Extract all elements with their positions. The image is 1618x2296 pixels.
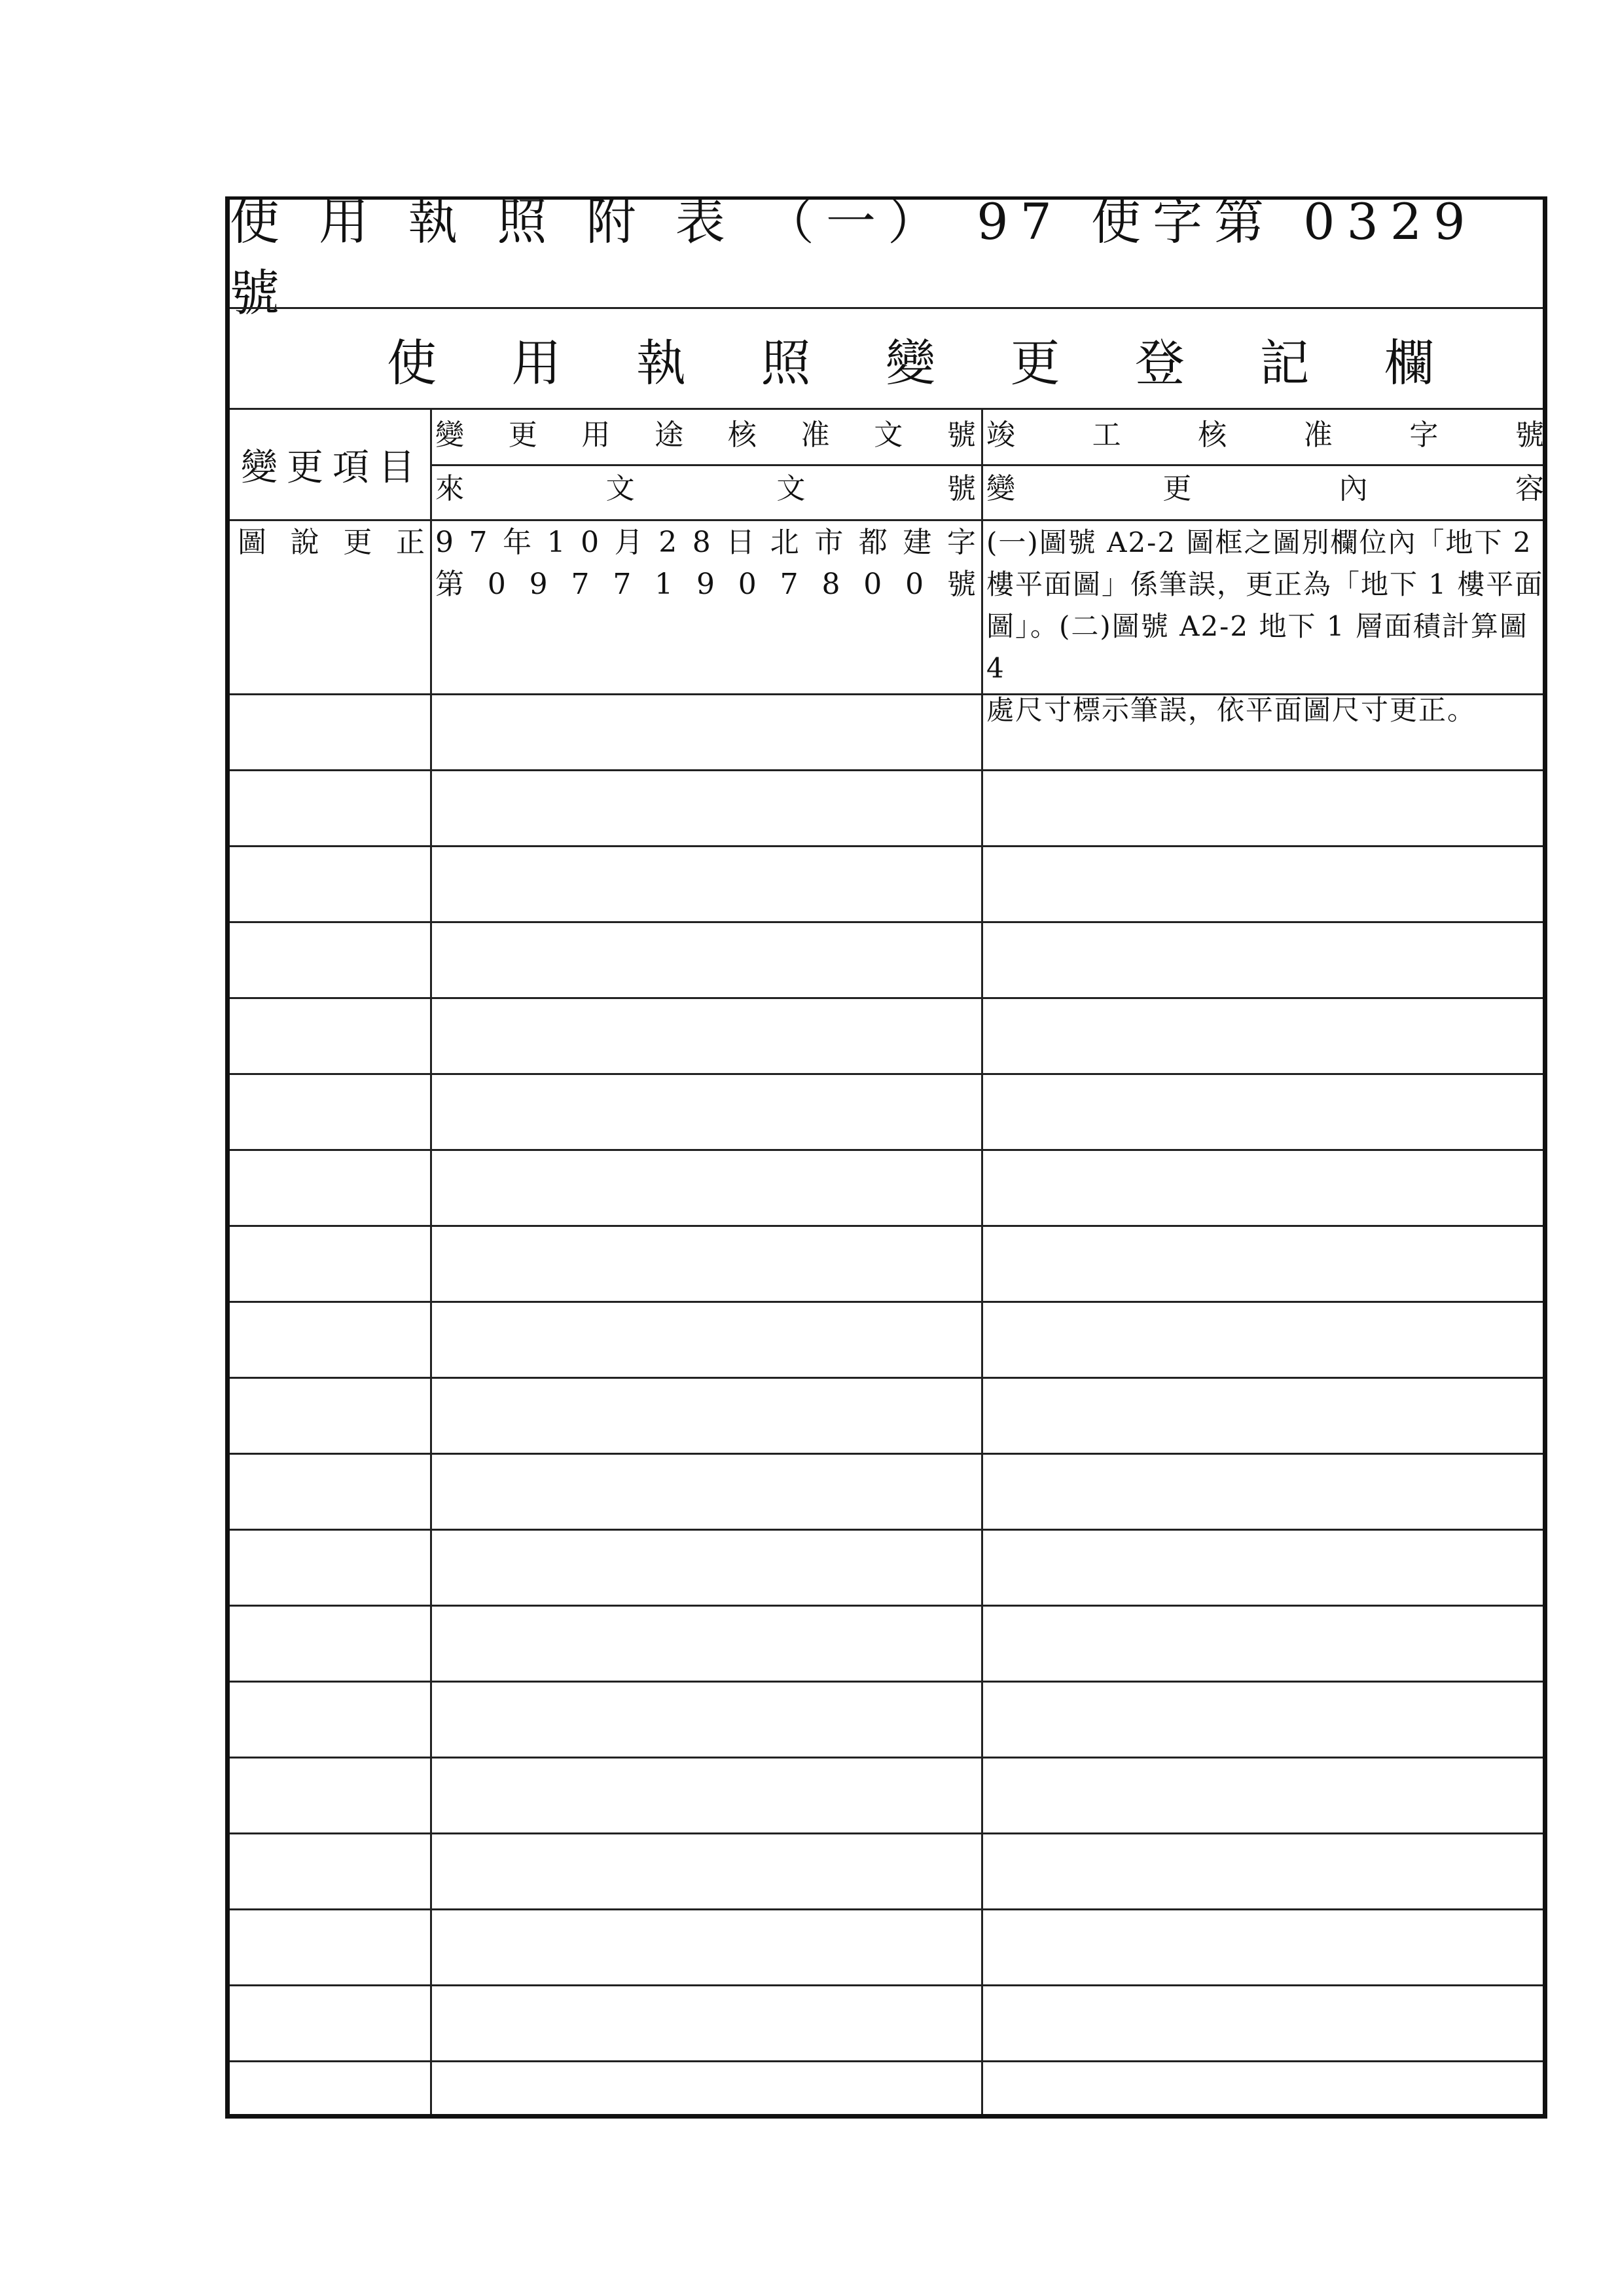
header-char: 更	[508, 418, 537, 452]
entry-char: 第	[435, 568, 464, 601]
header-char: 竣	[986, 418, 1015, 452]
header-char: 號	[946, 418, 976, 452]
entry-char: 2	[658, 526, 677, 559]
entry-char: 號	[946, 568, 976, 601]
row-divider	[230, 1149, 1543, 1151]
entry-char: 日	[726, 526, 755, 559]
header-approval-doc-no	[435, 414, 976, 456]
header-char: 核	[727, 418, 757, 452]
entry-char: 更	[343, 526, 372, 559]
content-line: 樓平面圖」係筆誤，更正為「地下 1 樓平面	[986, 568, 1544, 600]
entry-char: 說	[290, 526, 319, 559]
entry-char: 0	[905, 568, 924, 601]
header-char: 更	[1162, 472, 1192, 505]
header-change-content	[986, 468, 1544, 510]
entry-char: 年	[503, 526, 532, 559]
header-completion-no	[986, 414, 1544, 456]
header-char: 用	[581, 418, 611, 452]
entry-char: 0	[863, 568, 882, 601]
entry-char: 1	[547, 526, 566, 559]
header-char: 號	[1515, 418, 1544, 452]
section-title-char: 用	[511, 334, 562, 392]
entry-char: 9	[529, 568, 548, 601]
entry-char: 9	[435, 526, 454, 559]
header-char: 准	[800, 418, 830, 452]
row-divider	[230, 1908, 1543, 1910]
section-title-char: 欄	[1384, 334, 1434, 392]
header-char: 變	[435, 418, 464, 452]
entry-char: 7	[469, 526, 488, 559]
header-char: 文	[605, 472, 635, 505]
header-source-doc-no	[435, 468, 976, 510]
header-char: 途	[655, 418, 684, 452]
entry-char: 圖	[238, 526, 266, 559]
entry-char: 0	[581, 526, 600, 559]
entry-char: 0	[487, 568, 506, 601]
entry-char: 字	[946, 526, 976, 559]
entry-doc-number	[435, 522, 976, 606]
section-title-char: 執	[636, 334, 686, 392]
header-bottom-divider	[230, 519, 1543, 521]
section-title	[230, 309, 1543, 409]
row-divider	[230, 1453, 1543, 1455]
header-change-item: 變更項目	[241, 446, 424, 489]
entry-char: 7	[780, 568, 799, 601]
row-divider	[230, 845, 1543, 847]
entry-char: 0	[738, 568, 757, 601]
row-divider	[230, 2060, 1543, 2062]
row-divider	[230, 1605, 1543, 1607]
header-char: 文	[874, 418, 903, 452]
entry-char: 9	[696, 568, 715, 601]
section-title-char: 使	[387, 334, 437, 392]
row-divider	[230, 769, 1543, 771]
row-divider	[230, 1225, 1543, 1227]
entry-change-content	[986, 522, 1547, 731]
header-char: 字	[1409, 418, 1439, 452]
entry-char: 市	[814, 526, 844, 559]
row-divider	[230, 1301, 1543, 1303]
content-line: 處尺寸標示筆誤，依平面圖尺寸更正。	[986, 694, 1477, 726]
section-title-char: 照	[761, 334, 811, 392]
entry-change-item	[238, 522, 425, 564]
row-divider	[230, 1529, 1543, 1531]
entry-char: 北	[770, 526, 799, 559]
entry-char: 1	[655, 568, 674, 601]
section-title-char: 變	[886, 334, 935, 392]
row-divider	[230, 1757, 1543, 1758]
row-divider	[230, 1984, 1543, 1986]
form-title: 使 用 執 照 附 表 （一） 97 使字第 0329 號	[230, 192, 1477, 322]
row-divider	[230, 1377, 1543, 1379]
usage-permit-change-form	[225, 192, 1547, 2119]
header-char: 來	[435, 472, 464, 505]
entry-char: 都	[858, 526, 888, 559]
row-divider	[230, 693, 1543, 695]
entry-char: 7	[571, 568, 590, 601]
header-char: 容	[1515, 472, 1544, 505]
row-divider	[230, 997, 1543, 999]
column-divider-1	[430, 409, 432, 2114]
entry-char: 7	[613, 568, 632, 601]
header-char: 准	[1303, 418, 1333, 452]
row-divider	[230, 1073, 1543, 1075]
content-line: (一)圖號 A2-2 圖框之圖別欄位內「地下 2	[986, 526, 1532, 558]
header-char: 內	[1339, 472, 1368, 505]
header-char: 文	[776, 472, 806, 505]
entry-char: 8	[821, 568, 840, 601]
column-divider-2	[981, 409, 983, 2114]
entry-char: 建	[903, 526, 932, 559]
section-title-char: 更	[1010, 334, 1060, 392]
header-char: 變	[986, 472, 1015, 505]
header-char: 號	[946, 472, 976, 505]
header-middle-divider	[430, 464, 1543, 466]
section-title-char: 登	[1135, 334, 1185, 392]
row-divider	[230, 921, 1543, 923]
row-divider	[230, 1681, 1543, 1683]
header-char: 工	[1092, 418, 1121, 452]
content-line: 圖」。(二)圖號 A2-2 地下 1 層面積計算圖 4	[986, 610, 1528, 684]
entry-char: 月	[614, 526, 643, 559]
row-divider	[230, 1832, 1543, 1834]
entry-char: 8	[692, 526, 711, 559]
entry-char: 正	[395, 526, 425, 559]
section-title-char: 記	[1259, 334, 1310, 392]
header-char: 核	[1198, 418, 1227, 452]
